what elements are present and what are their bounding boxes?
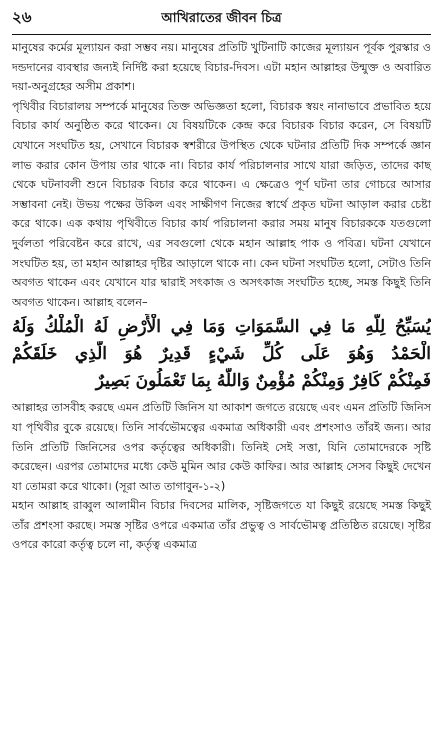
header-rule (12, 34, 431, 35)
quran-verse-line-1: يُسَبِّحُ لِلَّهِ مَا فِي السَّمَوَاتِ وَمَا فِي الْأَرْضِ لَهُ الْمُلْكُ وَلَهُ (12, 317, 431, 338)
paragraph-4: মহান আল্লাহ রাব্বুল আলামীন বিচার দিবসের মালিক, সৃষ্টিজগতে যা কিছুই রয়েছে সমস্ত কিছুই তাঁর প্রশংসা করছে। সমস্ত সৃষ্টির ওপরে একমাত্র তাঁর প্রভুত্ব ও সার্বভৌমত্ব প্রতিষ্ঠিত রয়েছে। সৃষ্টির ওপরে কারো কর্তৃত্ব চলে না, কর্তৃত্ব একমাত্র (12, 499, 431, 552)
quran-verse-line-2: الْحَمْدُ وَهُوَ عَلَى كُلِّ شَيْءٍ قَدِيرٌ هُوَ الَّذِي خَلَقَكُمْ (12, 344, 431, 365)
paragraph-1: মানুষের কর্মের মূল্যায়ন করা সম্ভব নয়। মানুষের প্রতিটি খুটিনাটি কাজের মূল্যায়ন পূর্বক পুরস্কার ও দন্ডদানের ব্যবস্থার জন্যই নির্দিষ্ট করা হয়েছে বিচার-দিবস। এটা মহান আল্লাহর উন্মুক্ত ও অবারিত দয়া-অনুগ্রহের অসীম প্রকাশ। (12, 41, 431, 94)
quran-verse (12, 314, 431, 395)
page-number: ২৬ (12, 8, 32, 26)
page-header (12, 0, 431, 34)
paragraph-3: আল্লাহর তাসবীহ করছে এমন প্রতিটি জিনিস যা আকাশ জগতে রয়েছে এবং এমন প্রতিটি জিনিস যা পৃথিবীর বুকে রয়েছে। তিনি সার্বভৌমত্বের একমাত্র অধিকারী এবং প্রশংসাও তাঁরই জন্য। আর তিনি প্রতিটি জিনিসের ওপর কর্তৃত্বের অধিকারী। তিনিই সেই সত্তা, যিনি তোমাদেরকে সৃষ্টি করেছেন। এরপর তোমাদের মধ্যে কেউ মুমিন আর কেউ কাফির। আর আল্লাহ সেসব কিছুই দেখেন যা তোমরা করে থাকো। (সূরা আত তাগাবুন-১-২) (12, 401, 431, 493)
quran-verse-line-3: فَمِنْكُمْ كَافِرٌ وَمِنْكُمْ مُؤْمِنٌ وَاللَّهُ بِمَا تَعْمَلُونَ بَصِيرٌ (95, 371, 431, 392)
paragraph-2: পৃথিবীর বিচারালয় সম্পর্কে মানুষের তিক্ত অভিজ্ঞতা হলো, বিচারক স্বয়ং নানাভাবে প্রভাবিত হয়ে বিচার কার্য অনুষ্ঠিত করে থাকেন। যে বিষয়টিকে কেন্দ্র করে বিচারক বিচার করেন, সে বিষয়টি যেখানে সংঘটিত হয়, সেখানে বিচারক স্বশরীরে উপস্থিত থেকে ঘটনার প্রতিটি দিক সম্পর্কে জ্ঞান লাভ করার কোন উপায় তার থাকে না। বিচার কার্য পরিচালনার সাথে যারা জড়িত, তাদের কাছ থেকে ঘটনাবলী শুনে বিচারক বিচার করে থাকেন। এ ক্ষেত্রেও পূর্ণ ঘটনা তার গোচরে আসার সম্ভাবনা নেই। উভয় পক্ষের উকিল এবং সাক্ষীগণ নিজের স্বার্থে প্রকৃত ঘটনা আড়াল করার চেষ্টা করে থাকে। এক কথায় পৃথিবীতে বিচার কার্য পরিচালনা করার সময় মানুষ বিচারককে যতগুলো দুর্বলতা পরিবেষ্টন করে রাখে, এর সবগুলো থেকে মহান আল্লাহ পাক ও পবিত্র। ঘটনা যেখানে সংঘটিত হয়, তা মহান আল্লাহর দৃষ্টির আড়ালে থাকে না। কেন ঘটনা সংঘটিত হলো, সেটাও তিনি অবগত থাকেন এবং যেখানে যার দ্বারাই সৎকাজ ও অসৎকাজ সংঘটিত হচ্ছে, সমস্ত কিছুই তিনি অবগত থাকেন। আল্লাহ বলেন– (12, 99, 431, 309)
running-title: আখিরাতের জীবন চিত্র (161, 11, 282, 26)
